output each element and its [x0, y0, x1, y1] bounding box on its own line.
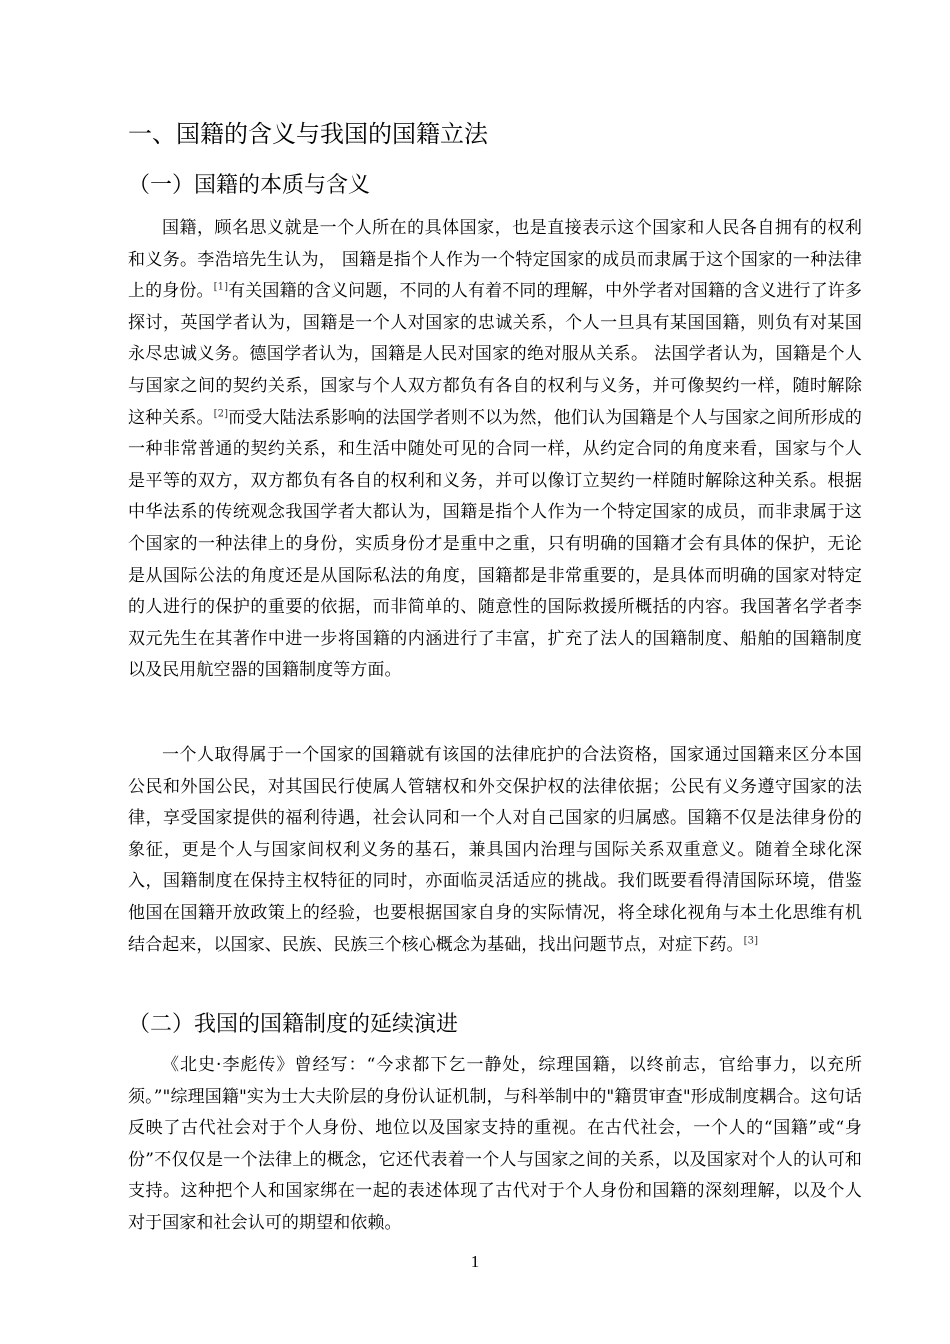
section-heading-1: （一）国籍的本质与含义 [128, 173, 371, 198]
paragraph-text: 而受大陆法系影响的法国学者则不以为然，他们认为国籍是个人与国家之间所形成的一种非常普通的契约关系，和生活中随处可见的合同一样，从约定合同的角度来看，国家与个人是平等的双方，双方都负有各自的权利和义务，并可以像订立契约一样随时解除这种关系。根据中华法系的传统观念我国学者大都认为，国籍是指个人作为一个特定国家的成员，而非隶属于这个国家的一种法律上的身份，实质身份才是重中之重，只有明确的国籍才会有具体的保护，无论是从国际公法的角度还是从国际私法的角度，国籍都是非常重要的，是具体而明确的国家对特定的人进行的保护的重要的依据，而非简单的、随意性的国际救援所概括的内容。我国著名学者李双元先生在其著作中进一步将国籍的内涵进行了丰富，扩充了法人的国籍制度、船舶的国籍制度以及民用航空器的国籍制度等方面。 [128, 407, 863, 681]
chapter-heading: 一、国籍的含义与我国的国籍立法 [128, 120, 488, 148]
paragraph-text: 国籍，顾名思义就是一个人所在的具体国家，也是直接表示这个国家和人民各自拥有的权利和义务。李浩培先生认为， 国籍是指个人作为一个特定国家的成员而隶属于这个国家的一种法律上的身份。 [128, 218, 862, 302]
citation-ref-2: [2] [213, 407, 229, 419]
body-paragraph-2 [128, 740, 862, 961]
body-paragraph-3: 《北史·李彪传》曾经写：“今求都下乞一静处，综理国籍，以终前志，官给事力，以充所须。”"综理国籍"实为士大夫阶层的身份认证机制，与科举制中的"籍贯审查"形成制度耦合。这句话反映了古代社会对于个人身份、地位以及国家支持的重视。在古代社会，一个人的“国籍”或“身份”不仅仅是一个法律上的概念，它还代表着一个人与国家之间的关系，以及国家对个人的认可和支持。这种把个人和国家绑在一起的表述体现了古代对于个人身份和国籍的深刻理解，以及个人对于国家和社会认可的期望和依赖。 [128, 1055, 862, 1233]
body-paragraph-1 [128, 213, 862, 687]
citation-ref-1: [1] [213, 281, 229, 293]
page-number: 1 [470, 1252, 480, 1271]
section-heading-2: （二）我国的国籍制度的延续演进 [128, 1012, 459, 1037]
paragraph-text: 有关国籍的含义问题，不同的人有着不同的理解，中外学者对国籍的含义进行了许多探讨，英国学者认为，国籍是一个人对国家的忠诚关系，个人一旦具有某国国籍，则负有对某国永尽忠诚义务。德国学者认为，国籍是人民对国家的绝对服从关系。 法国学者认为，国籍是个人与国家之间的契约关系，国家与个人双方都负有各自的权利与义务，并可像契约一样，随时解除这种关系。 [128, 281, 863, 428]
citation-ref-3: [3] [743, 934, 759, 946]
paragraph-text: 一个人取得属于一个国家的国籍就有该国的法律庇护的合法资格，国家通过国籍来区分本国公民和外国公民，对其国民行使属人管辖权和外交保护权的法律依据；公民有义务遵守国家的法律，享受国家提供的福利待遇，社会认同和一个人对自己国家的归属感。国籍不仅是法律身份的象征，更是个人与国家间权利义务的基石，兼具国内治理与国际关系双重意义。随着全球化深入，国籍制度在保持主权特征的同时，亦面临灵活适应的挑战。我们既要看得清国际环境，借鉴他国在国籍开放政策上的经验，也要根据国家自身的实际情况，将全球化视角与本土化思维有机结合起来，以国家、民族、民族三个核心概念为基础，找出问题节点，对症下药。 [128, 745, 862, 955]
